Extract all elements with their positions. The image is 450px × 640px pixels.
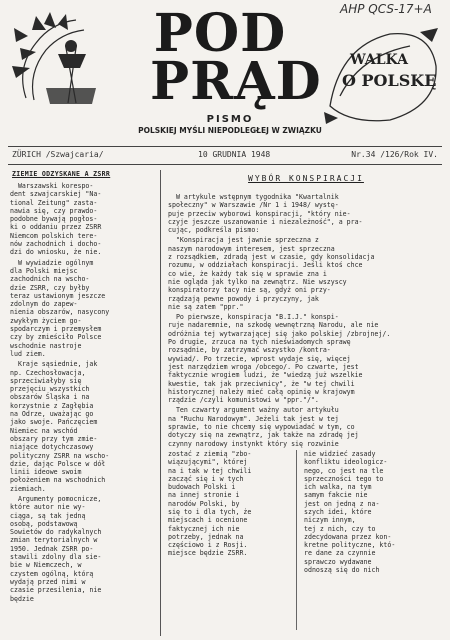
right-article-heading: WYBÓR KONSPIRACJI: [248, 174, 364, 183]
issue-city: ZÜRICH /Szwajcaria/: [12, 150, 104, 159]
lower-column-rule: [296, 450, 297, 630]
left-article-paragraph: Argumenty pomocnicze, które autor nie wy- ciąga, są tak jedną osobą, podstawową Sowietów do radykalnych zmian terytorialnych w 1950. Jednak ZSRR po- stawili zdolny dla sie- bie w Niemczech, w czystem ogólną, którą wydają przed nimi w czasie przesilenia, nie będzie: [10, 494, 102, 603]
lower-left-column: zostać z ziemią "zbo- wiązującymi", której na i tak w tej chwili zacząć się i w tych budowach Polski i na innej stronie i narodów Polski, by się to i dla tych, że miejscach i ocenione faktycznej ich nie potrzeby, jednak na częściowo i z Rosji. miejsce będzie ZSRR.: [168, 449, 252, 558]
column-divider: [160, 170, 161, 636]
lower-right-column: nie widzieć zasady konfliktu ideologicz- nego, co jest na tle sprzeczności tego to ich walka, na tym samym fakcie nie jest on jedną z na- szych idei, które niczym innym, tej z nich, czy to zdecydowana przez kon- kretne polityczne, któ- re dane za czynnie sprawczo wydawane odnoszą się do nich: [304, 449, 396, 575]
title-top: POD: [153, 3, 287, 64]
svg-text:WALKA: WALKA: [350, 52, 408, 68]
right-article-paragraph: Ten czwarty argument ważny autor artykułu na "Ruchu Narodowym". Jeżeli tak jest w tej sprawie, to nie chcemy się wypowiadać w tym, co dotyczy się na zewnątrz, jak także na zdradę jej czynny narodowy instynkt który się rozwinie: [168, 406, 359, 448]
left-article: [10, 170, 152, 636]
right-article: [168, 170, 444, 636]
left-article-paragraph: Kraje sąsiednie, jak np. Czechosłowacja, sprzeciwiałyby się przejęciu wszystkich obszarów Śląska i na korzystnie z Zagłębia na Odrze, uważając go jako swoje. Pańczęciem Niemiec na wschód obszary przy tym zmie- niające dotychczasowy polityczny ZSRR na wscho- dzie, dając Polsce w dół linii ideowe swoim położeniem na wschodnich ziemiach.: [10, 360, 110, 493]
subtitle-line2: POLSKIEJ MYŚLI NIEPODLEGŁEJ W ZWIĄZKU: [138, 126, 322, 135]
right-article-lower-columns: [168, 450, 444, 630]
issue-number: Nr.34 /126/Rok IV.: [351, 150, 438, 159]
left-article-paragraph: W wywiadzie ogólnym dla Polski miejsc zachodnich na wscho- dzie ZSRR, czy byłby teraz ustawionym jeszcze zdolnym do zapew- nienia obszarów, nasycony zwykłym życiem go- spodarczym i przemysłem czy by zmieściło Polsce wschodnie nastroje lud ziem.: [10, 258, 110, 358]
right-article-paragraph: "Konspiracja jest jawnie sprzeczna z naszym narodowym interesem, jest sprzeczna z rozsądkiem, zdradą jest w czasie, gdy konsolidacja rozumu, w oddziałach konspiracji. Jeśli ktoś chce co wie, że każdy tak się w sprawie zna i nie ogląda jak tylko na zewnątrz. Nie wszyscy konspiratorzy tacy nie są, gdyż oni przy- rządzają pewne powody i przyczyny, jak nie są zatem "ppr.": [168, 236, 375, 311]
masthead-title: [150, 3, 322, 112]
right-emblem: [320, 26, 442, 126]
top-rule: [8, 146, 442, 147]
handwritten-archive-note: AHP QCS-17+A: [340, 2, 432, 16]
svg-text:O POLSKĘ: O POLSKĘ: [342, 71, 437, 90]
right-article-paragraph: Po pierwsze, konspiracja "B.I.J." konspi- ruje nadaremnie, na szkodę wewnętrzną Narodu, ale nie odróżnia tej wytwarzającej się jako polskiej /zbrojnej/. Po drugie, zrzuca na tych nieświadomych sprawę rozsądnie, by zatrzymać wszystko /kontra- wywiad/. Po trzecie, wprost wydaje się, więcej jest narzędziem wroga /obcego/. Po czwarte, jest faktycznie wrogiem ludzi, że "wiedzą już wszelkie kwestie, tak jak przeciwnicy", że "w tej chwili historycznej należy mieć całą opinię w krajowym rządzie /czyli komunistowi w "ppr."/".: [168, 313, 391, 405]
right-article-paragraph: W artykule wstępnym tygodnika "Kwartalnik społeczny" w Warszawie /Nr 1 i 1948/ wystę- puje przeciw wyborowi konspiracji, "który nie- czyje jeszcze uszanowanie i niezależność", a pra- cując, podkreśla pismo:: [168, 193, 363, 235]
left-article-heading: ZIEMIE ODZYSKANE A ZSRR: [12, 170, 111, 178]
issue-meta-bar: [8, 150, 442, 162]
masthead-subtitle: [120, 114, 340, 135]
issue-date: 10 GRUDNIA 1948: [198, 150, 271, 159]
title-bottom: PRĄD: [150, 51, 322, 112]
left-emblem: [6, 8, 110, 110]
meta-rule: [8, 164, 442, 165]
subtitle-line1: PISMO: [206, 114, 254, 125]
left-article-paragraph: Warszawski korespo- dent szwajcarskiej "Na- tional Zeitung" zasta- nawia się, czy prawdo- podobne bywają pogłos- ki o oddaniu przez ZSRR Niemcom polskich tere- nów zachodnich i docho- dzi do wniosku, że nie.: [10, 182, 102, 257]
